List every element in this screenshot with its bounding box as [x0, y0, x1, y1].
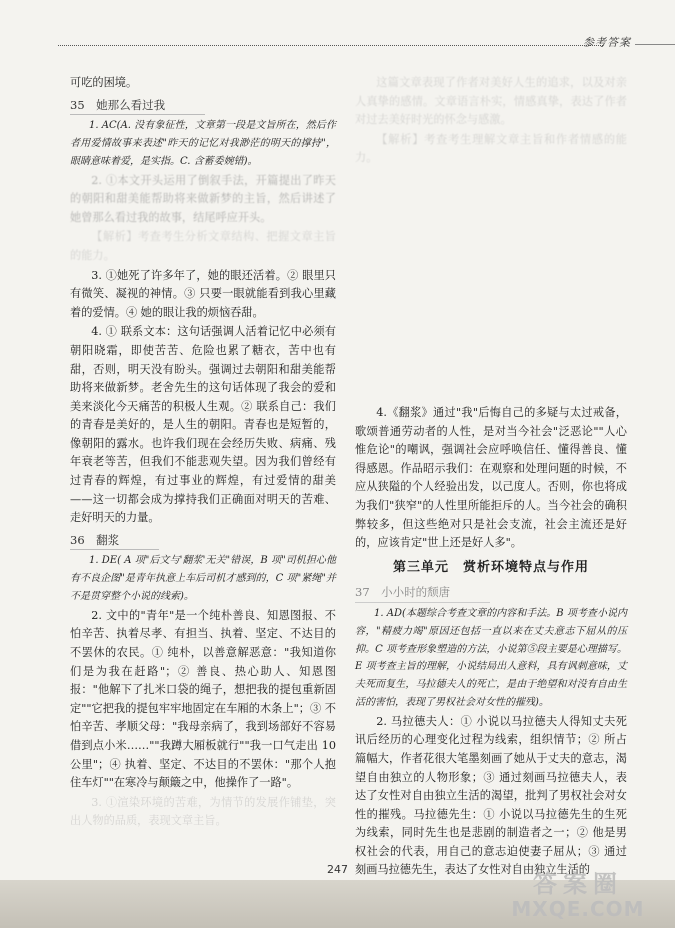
paragraph: 可吃的困境。 [70, 76, 138, 89]
answer-item: 2. 文中的"青年"是一个纯朴善良、知恩图报、不怕辛苦、执着尽孝、有担当、执着、坚定、不达目的不罢休的农民。① 纯朴，以善意解恶意："我知道你们是为我在赶路"；② 善良、热心助人、知恩图报："他解下了扎米口袋的绳子，想把我的提包重新固定""它把我的提包牢牢地固定在车厢的木条上"；③ 不怕辛苦、孝顺父母："我母亲病了，我到场部好不容易借到点小米……""我蹲大厢板就行""我一口气走出 10 公里"；④ 执着、坚定、不达目的不罢休："那个人抱住车灯""在寒冷与颠簸之中，他操作了一路"。 [70, 608, 336, 790]
section-title-37: 37 小小时的颓唐 [355, 583, 490, 603]
faded-paragraph: 这篇文章表现了作者对美好人生的追求，以及对亲人真挚的感情。文章语言朴实，情感真挚，表达了作者对过去美好时光的怀念与感激。 [355, 76, 627, 127]
section-title-36: 36 翻浆 [70, 531, 159, 551]
answer-item: 3. ①她死了许多年了，她的眼还活着。② 眼里只有微笑、凝视的神情。③ 只要一眼就能看到我心里藏着的爱情。④ 她的眼让我的烦恼吞甜。 [70, 268, 336, 319]
running-header: 参考答案 [583, 36, 631, 49]
watermark-en: MXQE.COM [511, 897, 645, 921]
answer-item: 3. ①渲染环境的苦难，为情节的发展作铺垫，突出人物的品质，表现文章主旨。 [70, 795, 336, 828]
answer-item: 1. AD(本题综合考查文章的内容和手法。B 项考查小说内容，"精疲力竭"原因还包括一直以来在丈夫意志下屈从的压抑。C 项考查形象塑造的方法，小说第⑤段主要是心理描写。E 项考查主旨的理解，小说结局出人意料，具有讽刺意味，丈夫死而复生，马拉德夫人的死亡，是由于绝望和对没有自由生活的害怕，表现了男权社会对女性的摧残)。 [355, 607, 627, 708]
watermark-cn: 答案圈 [533, 870, 623, 898]
header-corner-rule [635, 44, 675, 45]
page-number: 247 [327, 863, 348, 876]
left-column [70, 74, 336, 832]
answer-item: 1. DE( A 项"后文与'翻浆'无关"错误，B 项"司机担心他有不良企图"是青年执意上车后司机才感到的，C 项"紧绳"并不是贯穿整个小说的线索)。 [70, 555, 336, 603]
unit-heading: 第三单元 赏析环境特点与作用 [392, 559, 589, 575]
answer-item: 2. 马拉德夫人：① 小说以马拉德夫人得知丈夫死讯后经历的心理变化过程为线索，组织情节；② 所占篇幅大，作者花很大笔墨刻画了她从于丈夫的意志，渴望自由独立的人物形象；③ 通过刻画马拉德夫人，表达了女性对自由独立生活的渴望，批判了男权社会对女性的摧残。马拉德先生：① 小说以马拉德先生的生死为线索，同时先生也是悲剧的制造者之一；② 他是男权社会的代表，用自己的意志迫使妻子屈从；③ 通过刻画马拉德先生，表达了女性对自由独立生活的 [355, 714, 627, 877]
header-dotted-rule [58, 45, 603, 46]
answer-item: 1. AC(A. 没有象征性，文章第一段是文旨所在，然后作者用爱情故事来表述"昨天的记忆对我渺茫的明天的撑持"，眼睛意味着爱，是实指。C. 含蓄委婉错)。 [70, 120, 336, 167]
site-watermark [493, 864, 663, 924]
answer-item: 4. ① 联系文本：这句话强调人活着记忆中必须有朝阳晓霜，即使苦苦、危险也累了糖衣，苦中也有甜，否则，明天没有盼头。强调过去朝阳和甜美能帮助将来做新梦。老舍先生的这句话体现了我会的爱和美来淡化今天痛苦的积极人生观。② 联系自己：我们的青春是美好的，是人生的朝阳。青春也是短暂的，像朝阳的露水。也许我们现在会经历失败、病痛、残年衰老等苦，但我们不能悲观失望。因为我们曾经有过青春的辉煌，有过事业的辉煌，有过爱情的甜美——这一切都会成为撑持我们正确面对明天的苦难、走好明天的力量。 [70, 325, 336, 525]
answer-item: 4.《翻浆》通过"我"后悔自己的多疑与太过戒备，歌颂普通劳动者的人性，是对当今社会"泛恶论""人心惟危论"的嘲讽，强调社会应呼唤信任、懂得善良、懂得感恩。作品昭示我们：在观察和处理问题的时候，不应从狭隘的个人经验出发，以己度人。否则，你也将成为我们"狭窄"的人性里所能拒斥的人。当今社会的确积弊较多，但这些绝对只是社会支流，社会主流还是好的，应该肯定"世上还是好人多"。 [355, 406, 627, 550]
analysis-note: 【解析】考查考生分析文章结构、把握文章主旨的能力。 [70, 230, 336, 262]
answer-item: 2. ①本文开头运用了倒叙手法，开篇提出了昨天的朝阳和甜美能帮助将来做新梦的主旨，然后讲述了她曾那么看过我的故事，结尾呼应开头。 [70, 173, 336, 224]
section-title-35: 35 她那么看过我 [70, 96, 205, 116]
analysis-note: 【解析】考查考生理解文章主旨和作者情感的能力。 [355, 132, 627, 165]
right-column [355, 74, 627, 881]
